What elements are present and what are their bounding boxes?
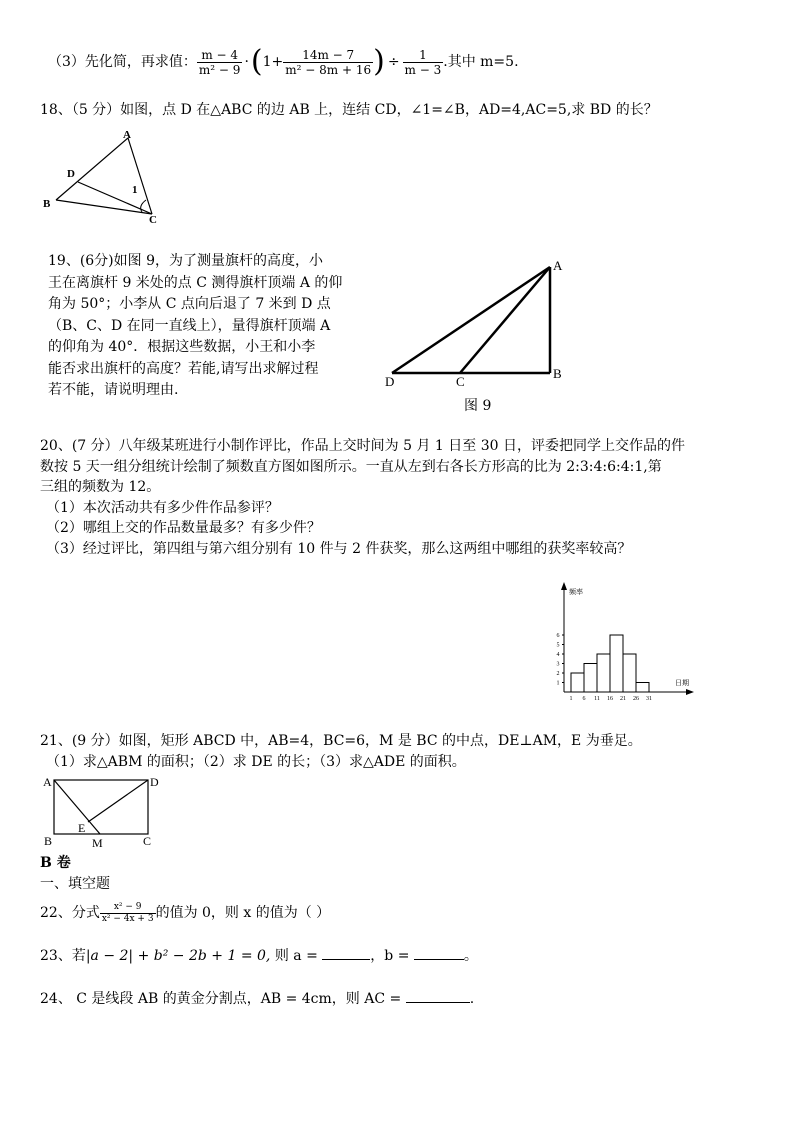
q18-label-c: C [149,214,157,226]
q22-prefix: 22、分式 [40,905,100,921]
q20-line: 三组的频数为 12。 [40,479,161,495]
histogram-bar [571,673,584,692]
q17-3-line [48,44,519,79]
section-subtitle: 一、填空题 [40,876,110,892]
q24-end: . [469,991,475,1007]
q23-end: 。 [463,948,478,964]
histogram-x-tick-label: 6 [582,696,586,702]
q22-fraction: $\frac{\text{x² − 9}}{\text{x² − 4x + 3}}$ [101,901,154,924]
histogram-x-tick-label: 31 [646,696,652,702]
histogram-y-tick-label: 1 [556,680,560,687]
histogram-x-tick-label: 21 [620,696,626,702]
q20-histogram [538,582,698,712]
q17-3-right-paren: ) [373,44,385,79]
q19-label-b: B [553,366,562,381]
q20-text [40,436,685,559]
histogram-bar [636,683,649,693]
q19-line: 若不能，请说明理由. [48,382,179,398]
q17-3-fraction-1: $\frac{m - 4}{\text{m² − 9}}$ [198,47,241,77]
histogram-y-tick-label: 5 [556,642,560,649]
q23-answer-blank-a[interactable] [322,959,370,960]
q19-line: 19、(6分)如图 9，为了测量旗杆的高度，小 [48,253,324,269]
q21-rectangle-figure [40,772,160,850]
q18-triangle-figure [38,126,168,226]
q23-answer-blank-b[interactable] [414,959,464,960]
q23-line [40,946,478,966]
q20-line: 20、(7 分）八年级某班进行小制作评比，作品上交时间为 5 月 1 日至 30 日，评委把同学上交作品的件 [40,438,685,454]
q21-line: 21、(9 分）如图，矩形 ABCD 中，AB=4，BC=6，M 是 BC 的中点，DE⊥AM，E 为垂足。 [40,733,642,749]
q18-text: 18、（5 分）如图，点 D 在△ABC 的边 AB 上，连结 CD，∠1=∠B，AD=4,AC=5,求 BD 的长？ [40,102,658,118]
q23-mid: 则 a = [274,948,318,964]
q19-figure-caption: 图 9 [464,398,492,414]
q21-label-c: C [143,834,152,848]
histogram-bar [610,635,623,692]
q17-3-fraction-2: $\frac{14m - 7}{\text{m² − 8m + 16}}$ [285,47,372,77]
q21-label-a: A [43,775,52,789]
q23-b-part: ，b = [370,948,410,964]
q19-flagpole-figure [380,255,580,390]
q23-prefix: 23、若 [40,948,86,964]
histogram-x-tick-label: 26 [633,696,639,702]
histogram-y-tick-label: 3 [556,661,560,668]
q21-label-e: E [78,821,86,835]
q21-label-b: B [44,834,53,848]
q24-text: 24、 C 是线段 AB 的黄金分割点，AB = 4cm，则 AC = [40,991,402,1007]
q24-line [40,989,474,1009]
histogram-x-arrow [686,689,694,695]
q19-line: 的仰角为 40°．根据这些数据，小王和小李 [48,339,316,355]
q19-text [48,251,342,402]
histogram-x-label: 日期 [675,679,689,687]
q23-expression: |a − 2| + b² − 2b + 1 = 0, [85,948,271,964]
q17-3-suffix: .其中 m=5. [443,54,519,70]
q18-angle-label: 1 [132,184,138,196]
q22-suffix: 的值为 0，则 x 的值为（ ） [155,905,331,921]
q17-3-prefix: （3）先化简，再求值： [48,54,197,70]
histogram-bar [584,664,597,693]
q19-line: 角为 50°；小李从 C 点向后退了 7 米到 D 点 [48,296,331,312]
q17-3-divide: ÷ [387,54,400,70]
histogram-x-tick-label: 1 [569,696,573,702]
q21-label-d: D [150,775,159,789]
q20-line: （2）哪组上交的作品数量最多？有多少件？ [46,520,321,536]
q18-label-d: D [67,168,75,180]
q19-line: （B、C、D 在同一直线上），量得旗杆顶端 A [48,317,331,334]
q20-line: （3）经过评比，第四组与第六组分别有 10 件与 2 件获奖，那么这两组中哪组的获奖率较高？ [46,540,632,557]
histogram-y-tick-label: 6 [556,633,560,639]
q20-line: （1）本次活动共有多少件作品参评？ [46,499,279,516]
q19-line: 能否求出旗杆的高度？若能,请写出求解过程 [48,360,319,377]
histogram-y-label: 频率 [569,588,583,596]
q21-line: （1）求△ABM 的面积；（2）求 DE 的长；（3）求△ADE 的面积。 [46,754,466,770]
q21-label-m: M [92,836,103,850]
q19-label-a: A [553,258,563,273]
q22-line [40,898,330,928]
q17-3-dot: · [244,54,249,70]
histogram-y-arrow [561,582,567,590]
q24-answer-blank[interactable] [406,1002,470,1003]
histogram-x-tick-label: 16 [607,696,613,702]
q17-3-fraction-3: $\frac{1}{m - 3}$ [404,47,442,77]
q18-label-b: B [43,198,51,210]
q17-3-left-paren: ( [250,44,263,79]
q17-3-one-plus: 1+ [262,54,284,70]
q19-label-c: C [456,374,465,389]
q18-label-a: A [123,129,131,141]
histogram-y-tick-label: 4 [556,652,560,658]
q19-line: 王在离旗杆 9 米处的点 C 测得旗杆顶端 A 的仰 [48,274,343,291]
histogram-bar [623,654,636,692]
histogram-bar [597,654,610,692]
section-title: B 卷 [40,855,71,871]
histogram-x-tick-label: 11 [594,696,600,702]
q21-text [40,731,642,773]
histogram-y-tick-label: 2 [556,671,560,677]
q19-label-d: D [385,374,395,389]
q20-line: 数按 5 天一组分组统计绘制了频数直方图如图所示。一直从左到右各长方形高的比为 2:3:4:6:4:1,第 [40,458,662,475]
